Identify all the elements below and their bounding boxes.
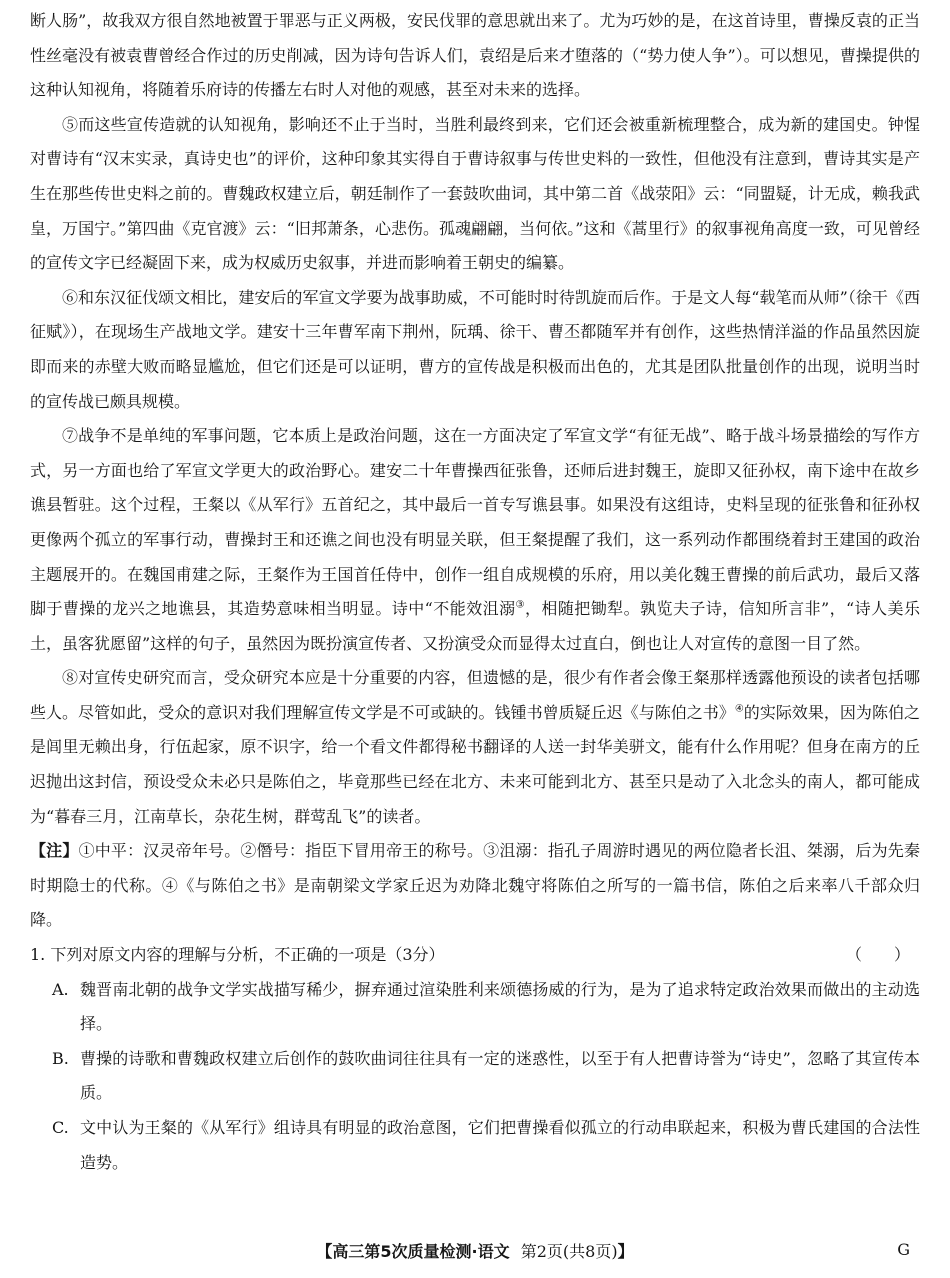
- option-a-text: 魏晋南北朝的战争文学实战描写稀少，摒弃通过渲染胜利来颂德扬威的行为，是为了追求特定政治效果而做出的主动选择。: [80, 979, 920, 1034]
- option-b: [52, 1042, 920, 1111]
- option-c-text: 文中认为王粲的《从军行》组诗具有明显的政治意图，它们把曹操看似孤立的行动串联起来，积极为曹氏建国的合法性造势。: [80, 1118, 920, 1172]
- question-1-stem-row: [30, 938, 920, 973]
- footer-exam-title: 【高三第5次质量检测·语文: [316, 1242, 510, 1261]
- footer-page-number: 第2页(共8页): [520, 1242, 618, 1261]
- exam-page: [30, 4, 920, 1180]
- paragraph-6: ⑥和东汉征伐颂文相比，建安后的军宣文学要为战事助威，不可能时时待凯旋而后作。于是文人每“载笔而从师”（徐干《西征赋》），在现场生产战地文学。建安十三年曹军南下荆州，阮瑀、徐干、曹丕都随军并有创作，这些热情洋溢的作品虽然因旋即而来的赤壁大败而略显尴尬，但它们还是可以证明，曹方的宣传战是积极而出色的，尤其是团队批量创作的出现，说明当时的宣传战已颇具规模。: [30, 287, 920, 411]
- option-a-letter: A.: [52, 979, 69, 999]
- option-c: [52, 1111, 920, 1180]
- paragraph-8: [30, 661, 920, 834]
- footer-bracket-close: 】: [617, 1242, 634, 1261]
- option-b-text: 曹操的诗歌和曹魏政权建立后创作的鼓吹曲词往往具有一定的迷惑性，以至于有人把曹诗誉为“诗史”，忽略了其宣传本质。: [80, 1048, 920, 1103]
- footnote-ref-4: ④: [734, 703, 744, 715]
- paragraph-4-continued: 断人肠”，故我双方很自然地被置于罪恶与正义两极，安民伐罪的意思就出来了。尤为巧妙的是，在这首诗里，曹操反袁的正当性丝毫没有被袁曹曾经合作过的历史削减，因为诗句告诉人们，袁绍是后来才堕落的（“势力使人争”）。可以想见，曹操提供的这种认知视角，将随着乐府诗的传播左右时人对他的观感，甚至对未来的选择。: [30, 11, 920, 100]
- paragraph-5: ⑤而这些宣传造就的认知视角，影响还不止于当时，当胜利最终到来，它们还会被重新梳理整合，成为新的建国史。钟惺对曹诗有“汉末实录，真诗史也”的评价，这种印象其实得自于曹诗叙事与传世史料的一致性，但他没有注意到，曹诗其实是产生在那些传世史料之前的。曹魏政权建立后，朝廷制作了一套鼓吹曲词，其中第二首《战荥阳》云：“同盟疑，计无成，赖我武皇，万国宁。”第四曲《克官渡》云：“旧邦萧条，心悲伤。孤魂翩翩，当何依。”这和《蒿里行》的叙事视角高度一致，可见曾经的宣传文字已经凝固下来，成为权威历史叙事，并进而影响着王朝史的编纂。: [30, 114, 920, 273]
- footer-version-mark: G: [897, 1240, 910, 1259]
- option-a: [52, 973, 920, 1042]
- paragraph-8-part-2: 的实际效果，因为陈伯之是闾里无赖出身，行伍起家，原不识字，给一个看文件都得秘书翻译的人送一封华美骈文，能有什么作用呢？但身在南方的丘迟抛出这封信，预设受众未必只是陈伯之，毕竟那些已经在北方、未来可能到北方、甚至只是动了入北念头的南人，都可能成为“暮春三月，江南草长，杂花生树，群莺乱飞”的读者。: [30, 702, 920, 826]
- notes-text: ①中平：汉灵帝年号。②僭号：指臣下冒用帝王的称号。③沮溺：指孔子周游时遇见的两位隐者长沮、桀溺，后为先秦时期隐士的代称。④《与陈伯之书》是南朝梁文学家丘迟为劝降北魏守将陈伯之所写的一篇书信，陈伯之后来率八千部众归降。: [30, 841, 920, 930]
- answer-blank: （ ）: [845, 945, 910, 965]
- question-1-stem: 1. 下列对原文内容的理解与分析，不正确的一项是（3分）: [30, 945, 445, 965]
- paragraph-7-part-1: ⑦战争不是单纯的军事问题，它本质上是政治问题，这在一方面决定了军宣文学“有征无战”、略于战斗场景描绘的写作方式，另一方面也给了军宣文学更大的政治野心。建安二十年曹操西征张鲁，还师后进封魏王，旋即又征孙权，南下途中在故乡谯县暂驻。这个过程，王粲以《从军行》五首纪之，其中最后一首专写谯县事。如果没有这组诗，史料呈现的征张鲁和征孙权更像两个孤立的军事行动，曹操封王和还谯之间也没有明显关联，但王粲提醒了我们，这一系列动作都围绕着封王建国的政治主题展开的。在魏国甫建之际，王粲作为王国首任侍中，创作一组自成规模的乐府，用以美化魏王曹操的前后武功，最后又落脚于曹操的龙兴之地谯县，其造势意味相当明显。诗中“不能效沮溺: [30, 426, 920, 619]
- option-c-letter: C.: [52, 1118, 69, 1137]
- footnote-ref-3: ③: [515, 599, 525, 611]
- paragraph-7-part-2: ，相随把锄犁。孰览夫子诗，信知所言非”，“诗人美乐土，虽客犹愿留”这样的句子，虽然因为既扮演宣传者、又扮演受众而显得太过直白，倒也让人对宣传的意图一目了然。: [30, 599, 920, 653]
- notes-label: 【注】: [30, 841, 79, 861]
- option-b-letter: B.: [52, 1048, 69, 1068]
- paragraph-8-part-1: ⑧对宣传史研究而言，受众研究本应是十分重要的内容，但遗憾的是，很少有作者会像王粲那样透露他预设的读者包括哪些人。尽管如此，受众的意识对我们理解宣传文学是不可或缺的。钱锺书曾质疑丘迟《与陈伯之书》: [30, 668, 920, 722]
- notes: [30, 834, 920, 938]
- paragraph-7: [30, 419, 920, 661]
- page-footer: [0, 1239, 950, 1262]
